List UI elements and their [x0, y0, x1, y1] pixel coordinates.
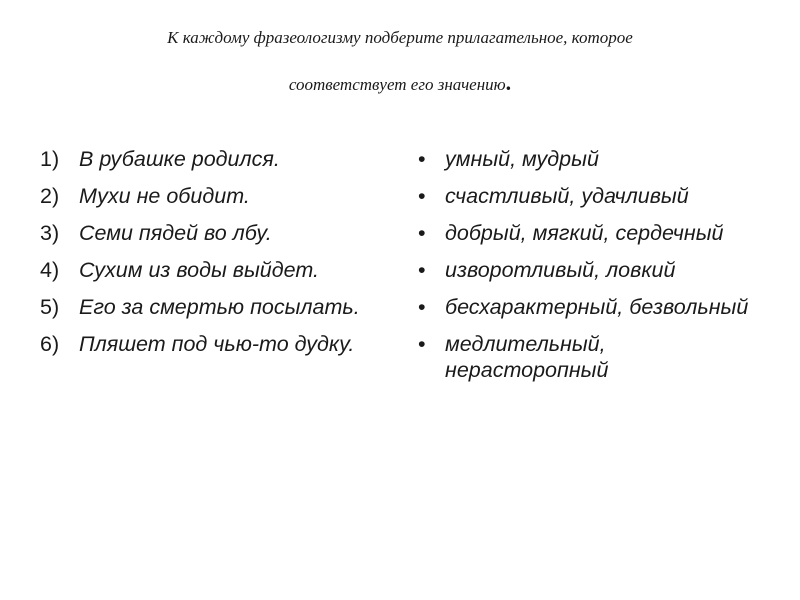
phrase-number: 1) [40, 147, 60, 171]
adjective-item-3 [418, 220, 758, 246]
bullet-icon: • [418, 147, 426, 171]
bullet-icon: • [418, 184, 426, 208]
bullet-icon: • [418, 295, 426, 319]
phrase-text: Сухим из воды выйдет. [79, 258, 320, 282]
adjective-text: счастливый, удачливый [445, 184, 689, 208]
adjective-text: добрый, мягкий, сердечный [445, 221, 724, 245]
title-text-2: соответствует его значению [288, 75, 506, 94]
adjective-item-2 [418, 183, 758, 209]
adjective-item-1 [418, 146, 758, 172]
phrase-item-6 [40, 331, 395, 357]
adjective-text: медлительный, нерасторопный [445, 332, 609, 382]
adjective-item-4 [418, 257, 758, 283]
phrase-item-5 [40, 294, 395, 320]
adjective-text: бесхарактерный, безвольный [445, 295, 749, 319]
slide-title-line-1 [60, 28, 740, 48]
title-end-mark: . [505, 70, 512, 95]
phrase-number: 6) [40, 332, 60, 356]
adjective-text: изворотливый, ловкий [445, 258, 676, 282]
phrase-number: 4) [40, 258, 60, 282]
phrases-column [40, 146, 395, 368]
phrase-number: 2) [40, 184, 60, 208]
phrase-text: Пляшет под чью-то дудку. [79, 332, 355, 356]
slide-title-line-2 [60, 70, 740, 96]
bullet-icon: • [418, 332, 426, 356]
phrase-number: 5) [40, 295, 60, 319]
adjective-text: умный, мудрый [445, 147, 599, 171]
phrase-item-3 [40, 220, 395, 246]
phrase-text: В рубашке родился. [79, 147, 280, 171]
phrase-number: 3) [40, 221, 60, 245]
phrase-text: Семи пядей во лбу. [79, 221, 272, 245]
bullet-icon: • [418, 221, 426, 245]
adjective-item-5 [418, 294, 758, 320]
adjectives-column [418, 146, 758, 394]
phrase-text: Мухи не обидит. [79, 184, 250, 208]
adjective-item-6 [418, 331, 758, 383]
title-text-1: К каждому фразеологизму подберите прилагательное, которое [167, 28, 633, 47]
phrase-text: Его за смертью посылать. [79, 295, 360, 319]
phrase-item-4 [40, 257, 395, 283]
bullet-icon: • [418, 258, 426, 282]
phrases-list [40, 146, 395, 357]
adjectives-list [418, 146, 758, 383]
phrase-item-1 [40, 146, 395, 172]
phrase-item-2 [40, 183, 395, 209]
